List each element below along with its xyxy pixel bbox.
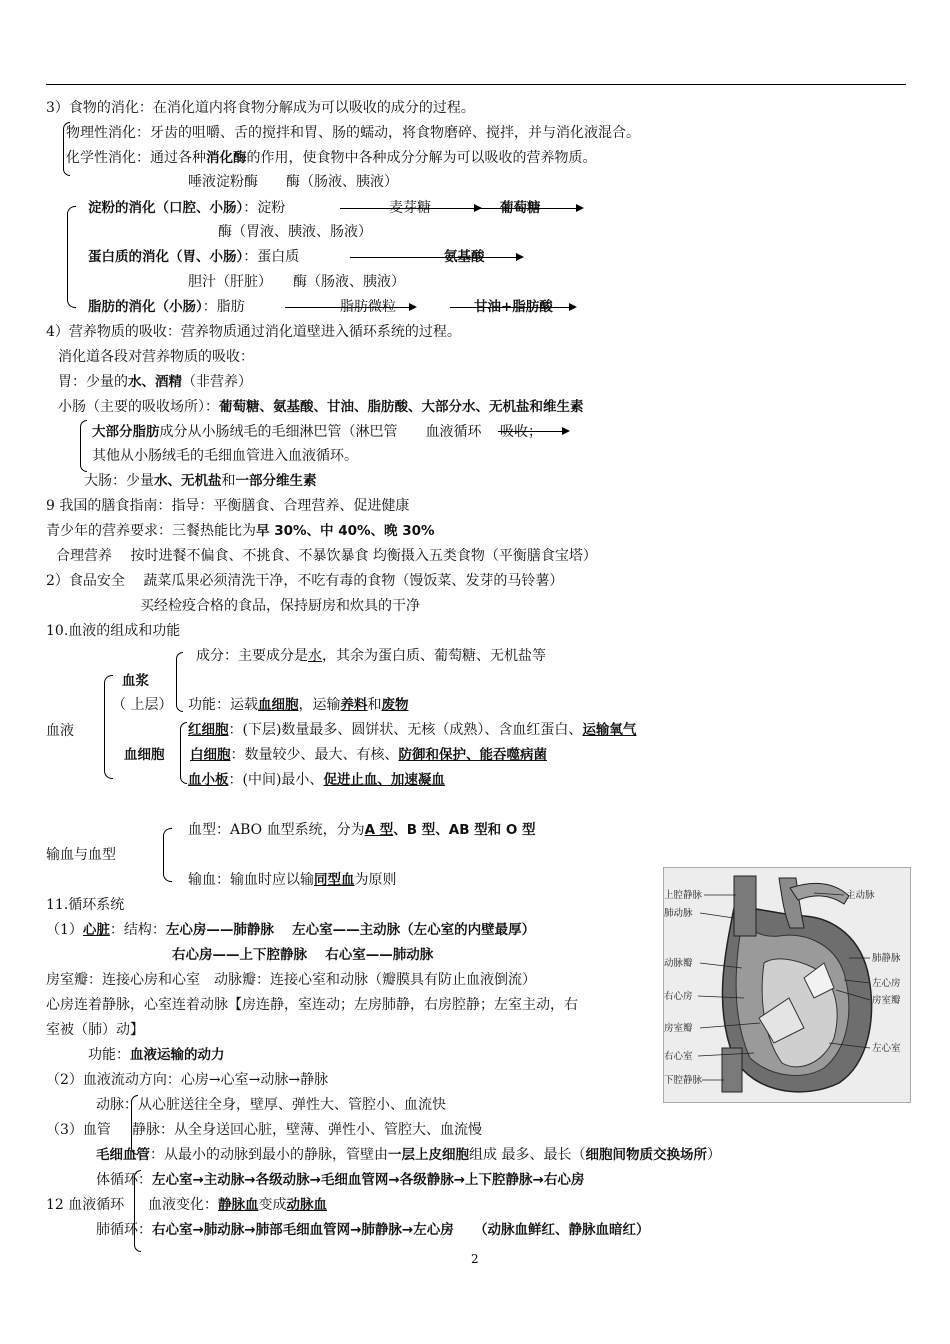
plasma-func: 功能：运载血细胞，运输养料和废物 bbox=[188, 697, 409, 713]
s4-other: 其他从小肠绒毛的毛细血管进入血液循环。 bbox=[92, 448, 358, 464]
heart-label-3: 右心房 bbox=[664, 991, 693, 1002]
arrow-starch-1 bbox=[340, 208, 480, 209]
cells-label: 血细胞 bbox=[124, 747, 165, 763]
vessel-label: （3）血管 bbox=[46, 1122, 111, 1138]
heart-function: 功能：血液运输的动力 bbox=[88, 1047, 225, 1063]
heart-label-7: 主动脉 bbox=[846, 890, 875, 901]
rbc-line: 红细胞：(下层)数量最多、圆饼状、无核（成熟）、含血红蛋白、运输氧气 bbox=[188, 722, 637, 738]
brace-digestion bbox=[63, 122, 70, 176]
brace-plasma bbox=[176, 652, 183, 712]
vein-line: 静脉：从全身送回心脏，壁薄、弹性小、管腔大、血流慢 bbox=[132, 1122, 482, 1138]
protein-line: 蛋白质的消化（胃、小肠）：蛋白质 bbox=[88, 249, 300, 265]
brace-cells bbox=[180, 722, 187, 784]
starch-line: 淀粉的消化（口腔、小肠）：淀粉 bbox=[88, 200, 286, 216]
brace-transfusion bbox=[163, 828, 172, 882]
protein-enzyme: 酶（胃液、胰液、肠液） bbox=[218, 224, 372, 240]
blood-type: 血型：ABO 血型系统，分为A 型、B 型、AB 型和 O 型 bbox=[188, 822, 536, 838]
heart-structure-2: 右心房——上下腔静脉 右心室——肺动脉 bbox=[172, 947, 434, 963]
s9-reasonable: 合理营养 按时进餐不偏食、不挑食、不暴饮暴食 均衡摄入五类食物（平衡膳食宝塔） bbox=[56, 548, 597, 564]
heart-structure: （1）心脏：结构：左心房——肺静脉 左心室——主动脉（左心室的内壁最厚） bbox=[46, 922, 536, 938]
s4-sub: 消化道各段对营养物质的吸收： bbox=[58, 349, 254, 365]
arrow-starch-2 bbox=[470, 208, 582, 209]
s9-safety2: 买经检疫合格的食品，保持厨房和炊具的干净 bbox=[140, 598, 420, 614]
brace-circulation bbox=[134, 1170, 141, 1252]
s3-chemical: 化学性消化：通过各种消化酶的作用，使食物中各种成分分解为可以吸收的营养物质。 bbox=[66, 150, 597, 166]
brace-smallint bbox=[80, 420, 87, 472]
heart-diagram bbox=[663, 867, 911, 1103]
s9-title: 9 我国的膳食指南：指导：平衡膳食、合理营养、促进健康 bbox=[46, 498, 410, 514]
brace-blood bbox=[104, 675, 113, 779]
fat-products: 甘油+脂肪酸 bbox=[474, 299, 553, 315]
page-number: 2 bbox=[471, 1252, 479, 1266]
s11-title: 11.循环系统 bbox=[46, 897, 125, 913]
arrow-protein bbox=[350, 257, 522, 258]
capillary-line: 毛细血管：从最小的动脉到最小的静脉，管壁由一层上皮细胞组成 最多、最长（细胞间物质交换场所） bbox=[96, 1147, 721, 1163]
heart-label-2: 动脉瓣 bbox=[664, 958, 693, 969]
blood-label: 血液 bbox=[46, 723, 74, 739]
header-rule bbox=[46, 84, 906, 85]
plasma-pos: （ 上层） bbox=[112, 697, 173, 713]
mnemonic-1: 心房连着静脉，心室连着动脉【房连静，室连动；左房肺静，右房腔静；左室主动，右 bbox=[46, 997, 578, 1013]
s4-stomach: 胃：少量的水、酒精（非营养） bbox=[58, 374, 252, 390]
heart-label-0: 上腔静脉 bbox=[664, 890, 703, 901]
fat-enzyme: 胆汁（肝脏） 酶（肠液、胰液） bbox=[188, 274, 405, 290]
plt-line: 血小板：(中间)最小、促进止血、加速凝血 bbox=[188, 772, 445, 788]
heart-label-8: 肺静脉 bbox=[872, 953, 901, 964]
brace-nutrients bbox=[67, 206, 76, 308]
heart-label-6: 下腔静脉 bbox=[664, 1075, 703, 1086]
heart-label-11: 左心室 bbox=[872, 1043, 901, 1054]
arrow-fat-1 bbox=[285, 307, 415, 308]
s3-title: 3）食物的消化：在消化道内将食物分解成为可以吸收的成分的过程。 bbox=[46, 100, 475, 116]
s3-physical: 物理性消化：牙齿的咀嚼、舌的搅拌和胃、肠的蠕动，将食物磨碎、搅拌，并与消化液混合。 bbox=[66, 125, 640, 141]
heart-label-10: 房室瓣 bbox=[872, 995, 901, 1006]
s4-fat: 大部分脂肪成分从小肠绒毛的毛细淋巴管（淋巴管 血液循环 吸收； bbox=[92, 424, 542, 440]
mnemonic-2: 室被（肺）动】 bbox=[46, 1022, 144, 1038]
heart-label-9: 左心房 bbox=[872, 978, 901, 989]
plasma-label: 血浆 bbox=[122, 673, 149, 689]
plasma-comp: 成分：主要成分是水，其余为蛋白质、葡萄糖、无机盐等 bbox=[196, 648, 546, 664]
wbc-line: 白细胞：数量较少、最大、有核、防御和保护、能吞噬病菌 bbox=[190, 747, 547, 763]
heart-illustration bbox=[664, 868, 910, 1102]
arrow-fat-2 bbox=[450, 307, 575, 308]
arrow-lymph bbox=[498, 431, 568, 432]
heart-label-1: 肺动脉 bbox=[664, 908, 693, 919]
transfusion-rule: 输血：输血时应以输同型血为原则 bbox=[188, 872, 397, 888]
valves: 房室瓣：连接心房和心室 动脉瓣：连接心室和动脉（瓣膜具有防止血液倒流） bbox=[46, 972, 536, 988]
starch-enzyme: 唾液淀粉酶 酶（肠液、胰液） bbox=[188, 174, 398, 190]
starch-glucose: 葡萄糖 bbox=[500, 200, 541, 216]
protein-amino: 氨基酸 bbox=[444, 249, 485, 265]
s9-teen: 青少年的营养要求：三餐热能比为早 30%、中 40%、晚 30% bbox=[46, 523, 435, 539]
s4-large: 大肠：少量水、无机盐和一部分维生素 bbox=[84, 473, 317, 489]
s4-small: 小肠（主要的吸收场所）：葡萄糖、氨基酸、甘油、脂肪酸、大部分水、无机盐和维生素 bbox=[58, 399, 584, 415]
systemic: 体循环：左心室→主动脉→各级动脉→毛细血管网→各级静脉→上下腔静脉→右心房 bbox=[96, 1172, 585, 1188]
transfusion-label: 输血与血型 bbox=[46, 847, 116, 863]
flow-direction: （2）血液流动方向：心房→心室→动脉→静脉 bbox=[46, 1072, 329, 1088]
fat-line: 脂肪的消化（小肠）：脂肪 bbox=[88, 299, 245, 315]
s10-title: 10.血液的组成和功能 bbox=[46, 623, 181, 639]
s9-safety: 2）食品安全 蔬菜瓜果必须清洗干净，不吃有毒的食物（馒饭菜、发芽的马铃薯） bbox=[46, 573, 564, 589]
s4-title: 4）营养物质的吸收：营养物质通过消化道壁进入循环系统的过程。 bbox=[46, 324, 461, 340]
artery-line: 动脉：从心脏送往全身，壁厚、弹性大、管腔小、血流快 bbox=[96, 1097, 446, 1113]
s12-title: 12 血液循环 bbox=[46, 1197, 125, 1213]
heart-label-5: 右心室 bbox=[664, 1051, 693, 1062]
heart-label-4: 房室瓣 bbox=[664, 1023, 693, 1034]
pulmonary: 肺循环：右心室→肺动脉→肺部毛细血管网→肺静脉→左心房 （动脉血鲜红、静脉血暗红） bbox=[96, 1222, 650, 1238]
blood-change: 血液变化：静脉血变成动脉血 bbox=[148, 1197, 327, 1213]
starch-maltose: 麦芽糖 bbox=[389, 200, 431, 216]
fat-particles: 脂肪微粒 bbox=[340, 299, 396, 315]
